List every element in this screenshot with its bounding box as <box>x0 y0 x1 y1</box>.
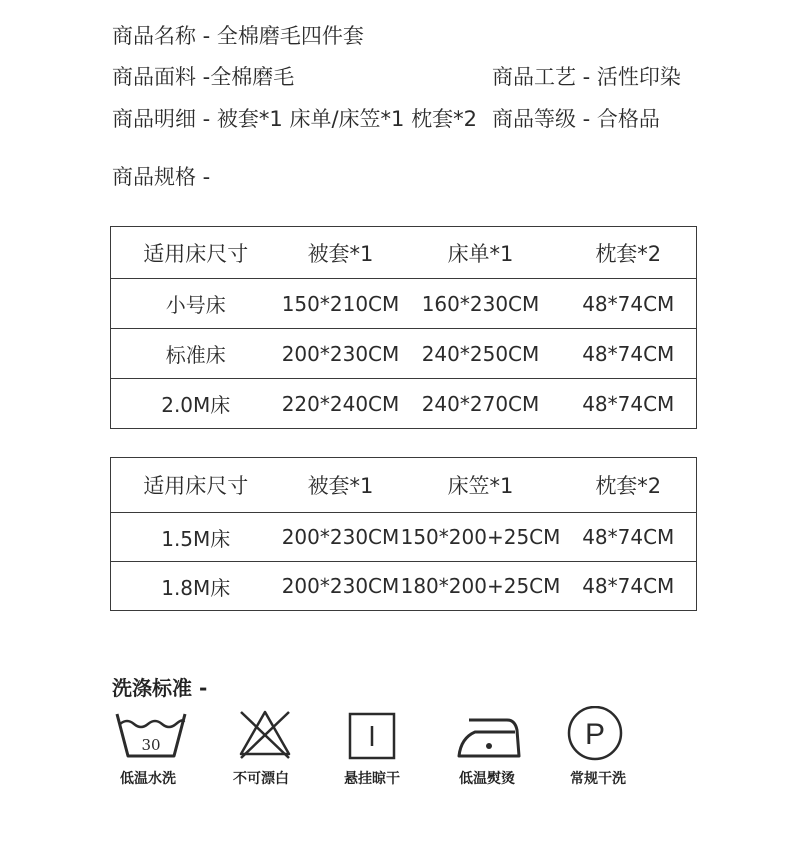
wash-label: 悬挂晾干 <box>344 771 400 787</box>
wash-30-icon <box>114 706 188 762</box>
table-cell: 200*230CM <box>281 329 401 379</box>
header-cell: 床单*1 <box>401 227 561 279</box>
table-cell: 180*200+25CM <box>401 562 561 611</box>
product-detail: 商品明细 - 被套*1 床单/床笠*1 枕套*2 <box>112 107 477 131</box>
wash-label: 不可漂白 <box>233 771 289 787</box>
table-row <box>111 562 697 611</box>
table-cell: 200*230CM <box>281 513 401 562</box>
table-cell: 小号床 <box>111 279 281 329</box>
header-cell: 被套*1 <box>281 458 401 513</box>
header-cell: 床笠*1 <box>401 458 561 513</box>
header-cell: 适用床尺寸 <box>111 227 281 279</box>
table-cell: 160*230CM <box>401 279 561 329</box>
header-cell: 适用床尺寸 <box>111 458 281 513</box>
table-row <box>111 379 697 429</box>
table-cell: 48*74CM <box>561 562 697 611</box>
table-cell: 48*74CM <box>561 379 697 429</box>
table-row <box>111 279 697 329</box>
table-cell: 48*74CM <box>561 513 697 562</box>
table-row <box>111 513 697 562</box>
wash-label: 常规干洗 <box>570 771 626 787</box>
product-grade: 商品等级 - 合格品 <box>492 107 660 131</box>
table-cell: 1.8M床 <box>111 562 281 611</box>
table-cell: 48*74CM <box>561 279 697 329</box>
wash-label: 低温熨烫 <box>459 771 515 787</box>
table-cell: 48*74CM <box>561 329 697 379</box>
header-cell: 被套*1 <box>281 227 401 279</box>
table-cell: 150*200+25CM <box>401 513 561 562</box>
size-table-fitted <box>110 457 697 611</box>
hang-dry-icon <box>346 706 400 762</box>
table-cell: 2.0M床 <box>111 379 281 429</box>
table-cell: 标准床 <box>111 329 281 379</box>
table-cell: 150*210CM <box>281 279 401 329</box>
table-cell: 240*250CM <box>401 329 561 379</box>
wash-temp-label: 30 <box>141 736 161 754</box>
no-bleach-icon <box>235 706 295 762</box>
dry-clean-icon <box>565 706 625 762</box>
table-cell: 200*230CM <box>281 562 401 611</box>
wash-label: 低温水洗 <box>120 771 176 787</box>
product-spec: 商品规格 - <box>112 165 211 189</box>
header-cell: 枕套*2 <box>561 227 697 279</box>
product-name: 商品名称 - 全棉磨毛四件套 <box>112 24 364 48</box>
table-cell: 240*270CM <box>401 379 561 429</box>
table-header-row <box>111 458 697 513</box>
table-cell: 1.5M床 <box>111 513 281 562</box>
dry-clean-letter: P <box>584 718 606 751</box>
product-fabric: 商品面料 -全棉磨毛 <box>112 65 295 89</box>
wash-title: 洗涤标准 - <box>112 676 208 700</box>
size-table-sheet <box>110 226 697 429</box>
low-iron-icon <box>455 706 523 762</box>
header-cell: 枕套*2 <box>561 458 697 513</box>
table-header-row <box>111 227 697 279</box>
table-cell: 220*240CM <box>281 379 401 429</box>
product-craft: 商品工艺 - 活性印染 <box>492 65 681 89</box>
table-row <box>111 329 697 379</box>
